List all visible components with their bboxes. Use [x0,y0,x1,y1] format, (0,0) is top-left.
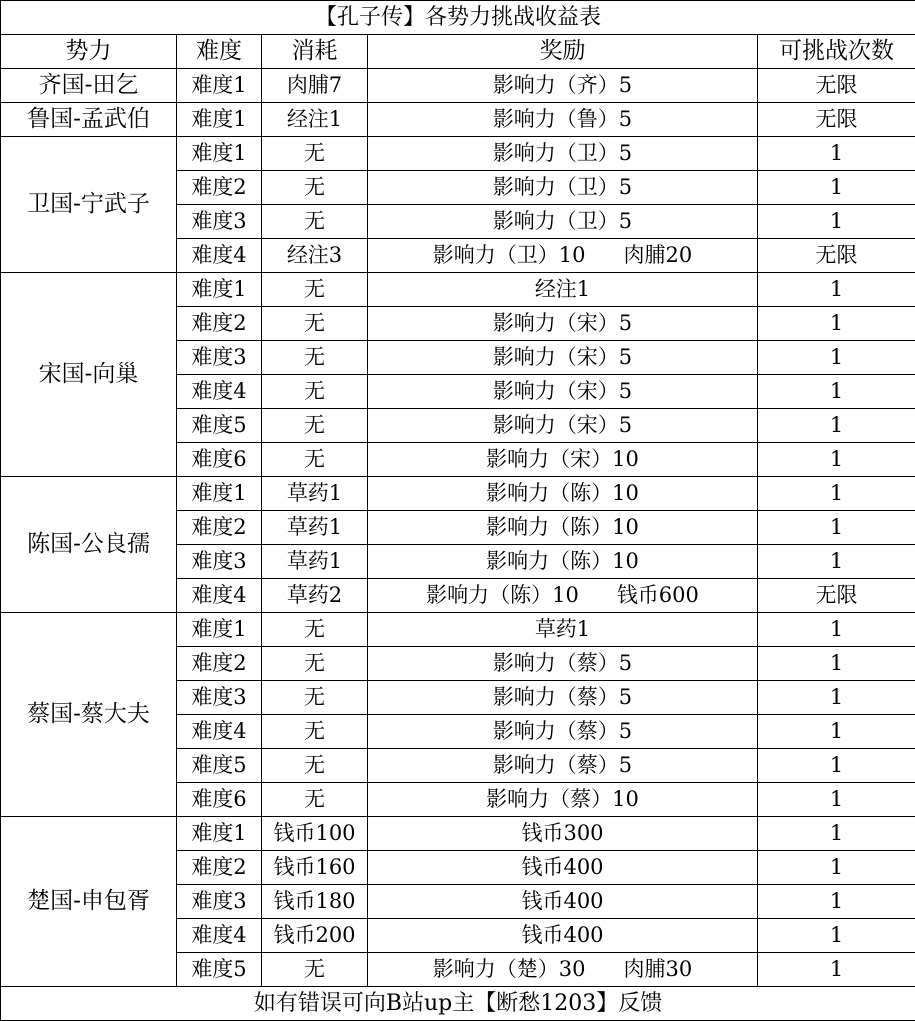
reward-cell [368,545,758,579]
difficulty-cell: 难度1 [177,69,262,103]
reward-item: 钱币600 [616,583,699,607]
reward-cell [368,579,758,613]
times-cell: 1 [758,273,915,307]
faction-name-cell: 楚国-申包胥 [1,817,177,987]
reward-cell [368,137,758,171]
cost-cell: 草药1 [262,545,368,579]
reward-cell [368,273,758,307]
header-reward: 奖励 [368,35,758,69]
reward-item: 肉脯30 [623,957,693,981]
cost-cell: 无 [262,341,368,375]
reward-item: 影响力（鲁）5 [492,107,633,131]
reward-item: 影响力（宋）5 [492,345,633,369]
reward-cell [368,205,758,239]
difficulty-cell: 难度6 [177,443,262,477]
header-cost: 消耗 [262,35,368,69]
reward-item: 影响力（宋）5 [492,413,633,437]
difficulty-cell: 难度3 [177,545,262,579]
header-faction: 势力 [1,35,177,69]
reward-item: 影响力（陈）10 [486,515,639,539]
reward-item: 钱币400 [521,923,604,947]
reward-cell [368,681,758,715]
header-times: 可挑战次数 [758,35,915,69]
reward-cell [368,953,758,987]
reward-cell [368,239,758,273]
reward-item: 钱币400 [521,889,604,913]
reward-item: 影响力（蔡）5 [492,719,633,743]
cost-cell: 无 [262,783,368,817]
reward-cell [368,443,758,477]
reward-cell [368,749,758,783]
cost-cell: 无 [262,443,368,477]
reward-item: 影响力（陈）10 [426,583,579,607]
reward-cell [368,341,758,375]
times-cell: 1 [758,307,915,341]
reward-item: 影响力（卫）5 [492,209,633,233]
difficulty-cell: 难度5 [177,953,262,987]
difficulty-cell: 难度4 [177,715,262,749]
reward-item: 草药1 [534,617,591,641]
reward-cell [368,885,758,919]
reward-cell [368,783,758,817]
table-row [1,477,915,511]
reward-item: 影响力（卫）5 [492,141,633,165]
times-cell: 1 [758,137,915,171]
reward-item: 影响力（宋）10 [486,447,639,471]
reward-item: 影响力（蔡）5 [492,753,633,777]
times-cell: 1 [758,443,915,477]
table-body [1,1,915,1021]
cost-cell: 无 [262,307,368,341]
difficulty-cell: 难度2 [177,307,262,341]
table-row [1,613,915,647]
reward-cell [368,647,758,681]
reward-item: 影响力（蔡）5 [492,651,633,675]
faction-name-cell: 齐国-田乞 [1,69,177,103]
difficulty-cell: 难度4 [177,375,262,409]
reward-cell [368,817,758,851]
difficulty-cell: 难度3 [177,681,262,715]
reward-cell [368,171,758,205]
cost-cell: 无 [262,613,368,647]
reward-cell [368,613,758,647]
cost-cell: 无 [262,273,368,307]
difficulty-cell: 难度3 [177,341,262,375]
cost-cell: 钱币180 [262,885,368,919]
times-cell: 1 [758,545,915,579]
reward-cell [368,715,758,749]
table-row [1,817,915,851]
cost-cell: 无 [262,409,368,443]
difficulty-cell: 难度1 [177,137,262,171]
difficulty-cell: 难度4 [177,239,262,273]
times-cell: 1 [758,205,915,239]
times-cell: 无限 [758,579,915,613]
times-cell: 1 [758,647,915,681]
cost-cell: 无 [262,749,368,783]
times-cell: 1 [758,613,915,647]
cost-cell: 无 [262,647,368,681]
reward-item: 影响力（陈）10 [486,481,639,505]
reward-item: 影响力（宋）5 [492,379,633,403]
reward-cell [368,103,758,137]
cost-cell: 无 [262,681,368,715]
table-row [1,137,915,171]
faction-name-cell: 卫国-宁武子 [1,137,177,273]
times-cell: 1 [758,919,915,953]
difficulty-cell: 难度2 [177,511,262,545]
times-cell: 无限 [758,69,915,103]
cost-cell: 无 [262,171,368,205]
reward-item: 影响力（卫）5 [492,175,633,199]
reward-cell [368,477,758,511]
difficulty-cell: 难度3 [177,885,262,919]
cost-cell: 草药2 [262,579,368,613]
reward-item: 经注1 [534,277,591,301]
reward-cell [368,375,758,409]
reward-item: 影响力（卫）10 [432,243,586,267]
reward-item: 钱币300 [521,821,604,845]
difficulty-cell: 难度4 [177,919,262,953]
table-row [1,273,915,307]
header-difficulty: 难度 [177,35,262,69]
times-cell: 1 [758,341,915,375]
times-cell: 1 [758,851,915,885]
cost-cell: 无 [262,375,368,409]
times-cell: 1 [758,749,915,783]
cost-cell: 钱币200 [262,919,368,953]
difficulty-cell: 难度4 [177,579,262,613]
times-cell: 无限 [758,103,915,137]
cost-cell: 草药1 [262,511,368,545]
times-cell: 1 [758,681,915,715]
times-cell: 1 [758,885,915,919]
times-cell: 1 [758,171,915,205]
cost-cell: 钱币160 [262,851,368,885]
table-row [1,69,915,103]
difficulty-cell: 难度2 [177,851,262,885]
difficulty-cell: 难度6 [177,783,262,817]
cost-cell: 无 [262,953,368,987]
reward-cell [368,409,758,443]
cost-cell: 钱币100 [262,817,368,851]
reward-cell [368,511,758,545]
difficulty-cell: 难度5 [177,749,262,783]
reward-item: 影响力（蔡）5 [492,685,633,709]
reward-item: 钱币400 [521,855,604,879]
reward-cell [368,307,758,341]
title-row [1,1,915,35]
reward-item: 影响力（蔡）10 [486,787,639,811]
difficulty-cell: 难度1 [177,103,262,137]
cost-cell: 经注1 [262,103,368,137]
times-cell: 1 [758,817,915,851]
times-cell: 无限 [758,239,915,273]
times-cell: 1 [758,477,915,511]
difficulty-cell: 难度2 [177,647,262,681]
difficulty-cell: 难度3 [177,205,262,239]
times-cell: 1 [758,511,915,545]
cost-cell: 无 [262,137,368,171]
cost-cell: 无 [262,715,368,749]
reward-cell [368,919,758,953]
difficulty-cell: 难度2 [177,171,262,205]
reward-item: 影响力（楚）30 [432,957,586,981]
cost-cell: 经注3 [262,239,368,273]
times-cell: 1 [758,783,915,817]
times-cell: 1 [758,409,915,443]
faction-name-cell: 蔡国-蔡大夫 [1,613,177,817]
difficulty-cell: 难度1 [177,273,262,307]
faction-name-cell: 陈国-公良孺 [1,477,177,613]
faction-name-cell: 鲁国-孟武伯 [1,103,177,137]
difficulty-cell: 难度5 [177,409,262,443]
reward-item: 影响力（陈）10 [486,549,639,573]
faction-name-cell: 宋国-向巢 [1,273,177,477]
reward-item: 影响力（齐）5 [492,73,633,97]
footer-row [1,987,915,1021]
times-cell: 1 [758,715,915,749]
difficulty-cell: 难度1 [177,613,262,647]
times-cell: 1 [758,953,915,987]
footer-note: 如有错误可向B站up主【断愁1203】反馈 [1,987,915,1021]
cost-cell: 草药1 [262,477,368,511]
cost-cell: 肉脯7 [262,69,368,103]
reward-item: 影响力（宋）5 [492,311,633,335]
cost-cell: 无 [262,205,368,239]
difficulty-cell: 难度1 [177,477,262,511]
times-cell: 1 [758,375,915,409]
header-row [1,35,915,69]
difficulty-cell: 难度1 [177,817,262,851]
table-row [1,103,915,137]
table-title: 【孔子传】各势力挑战收益表 [1,1,915,35]
reward-item: 肉脯20 [623,243,693,267]
reward-cell [368,851,758,885]
reward-cell [368,69,758,103]
